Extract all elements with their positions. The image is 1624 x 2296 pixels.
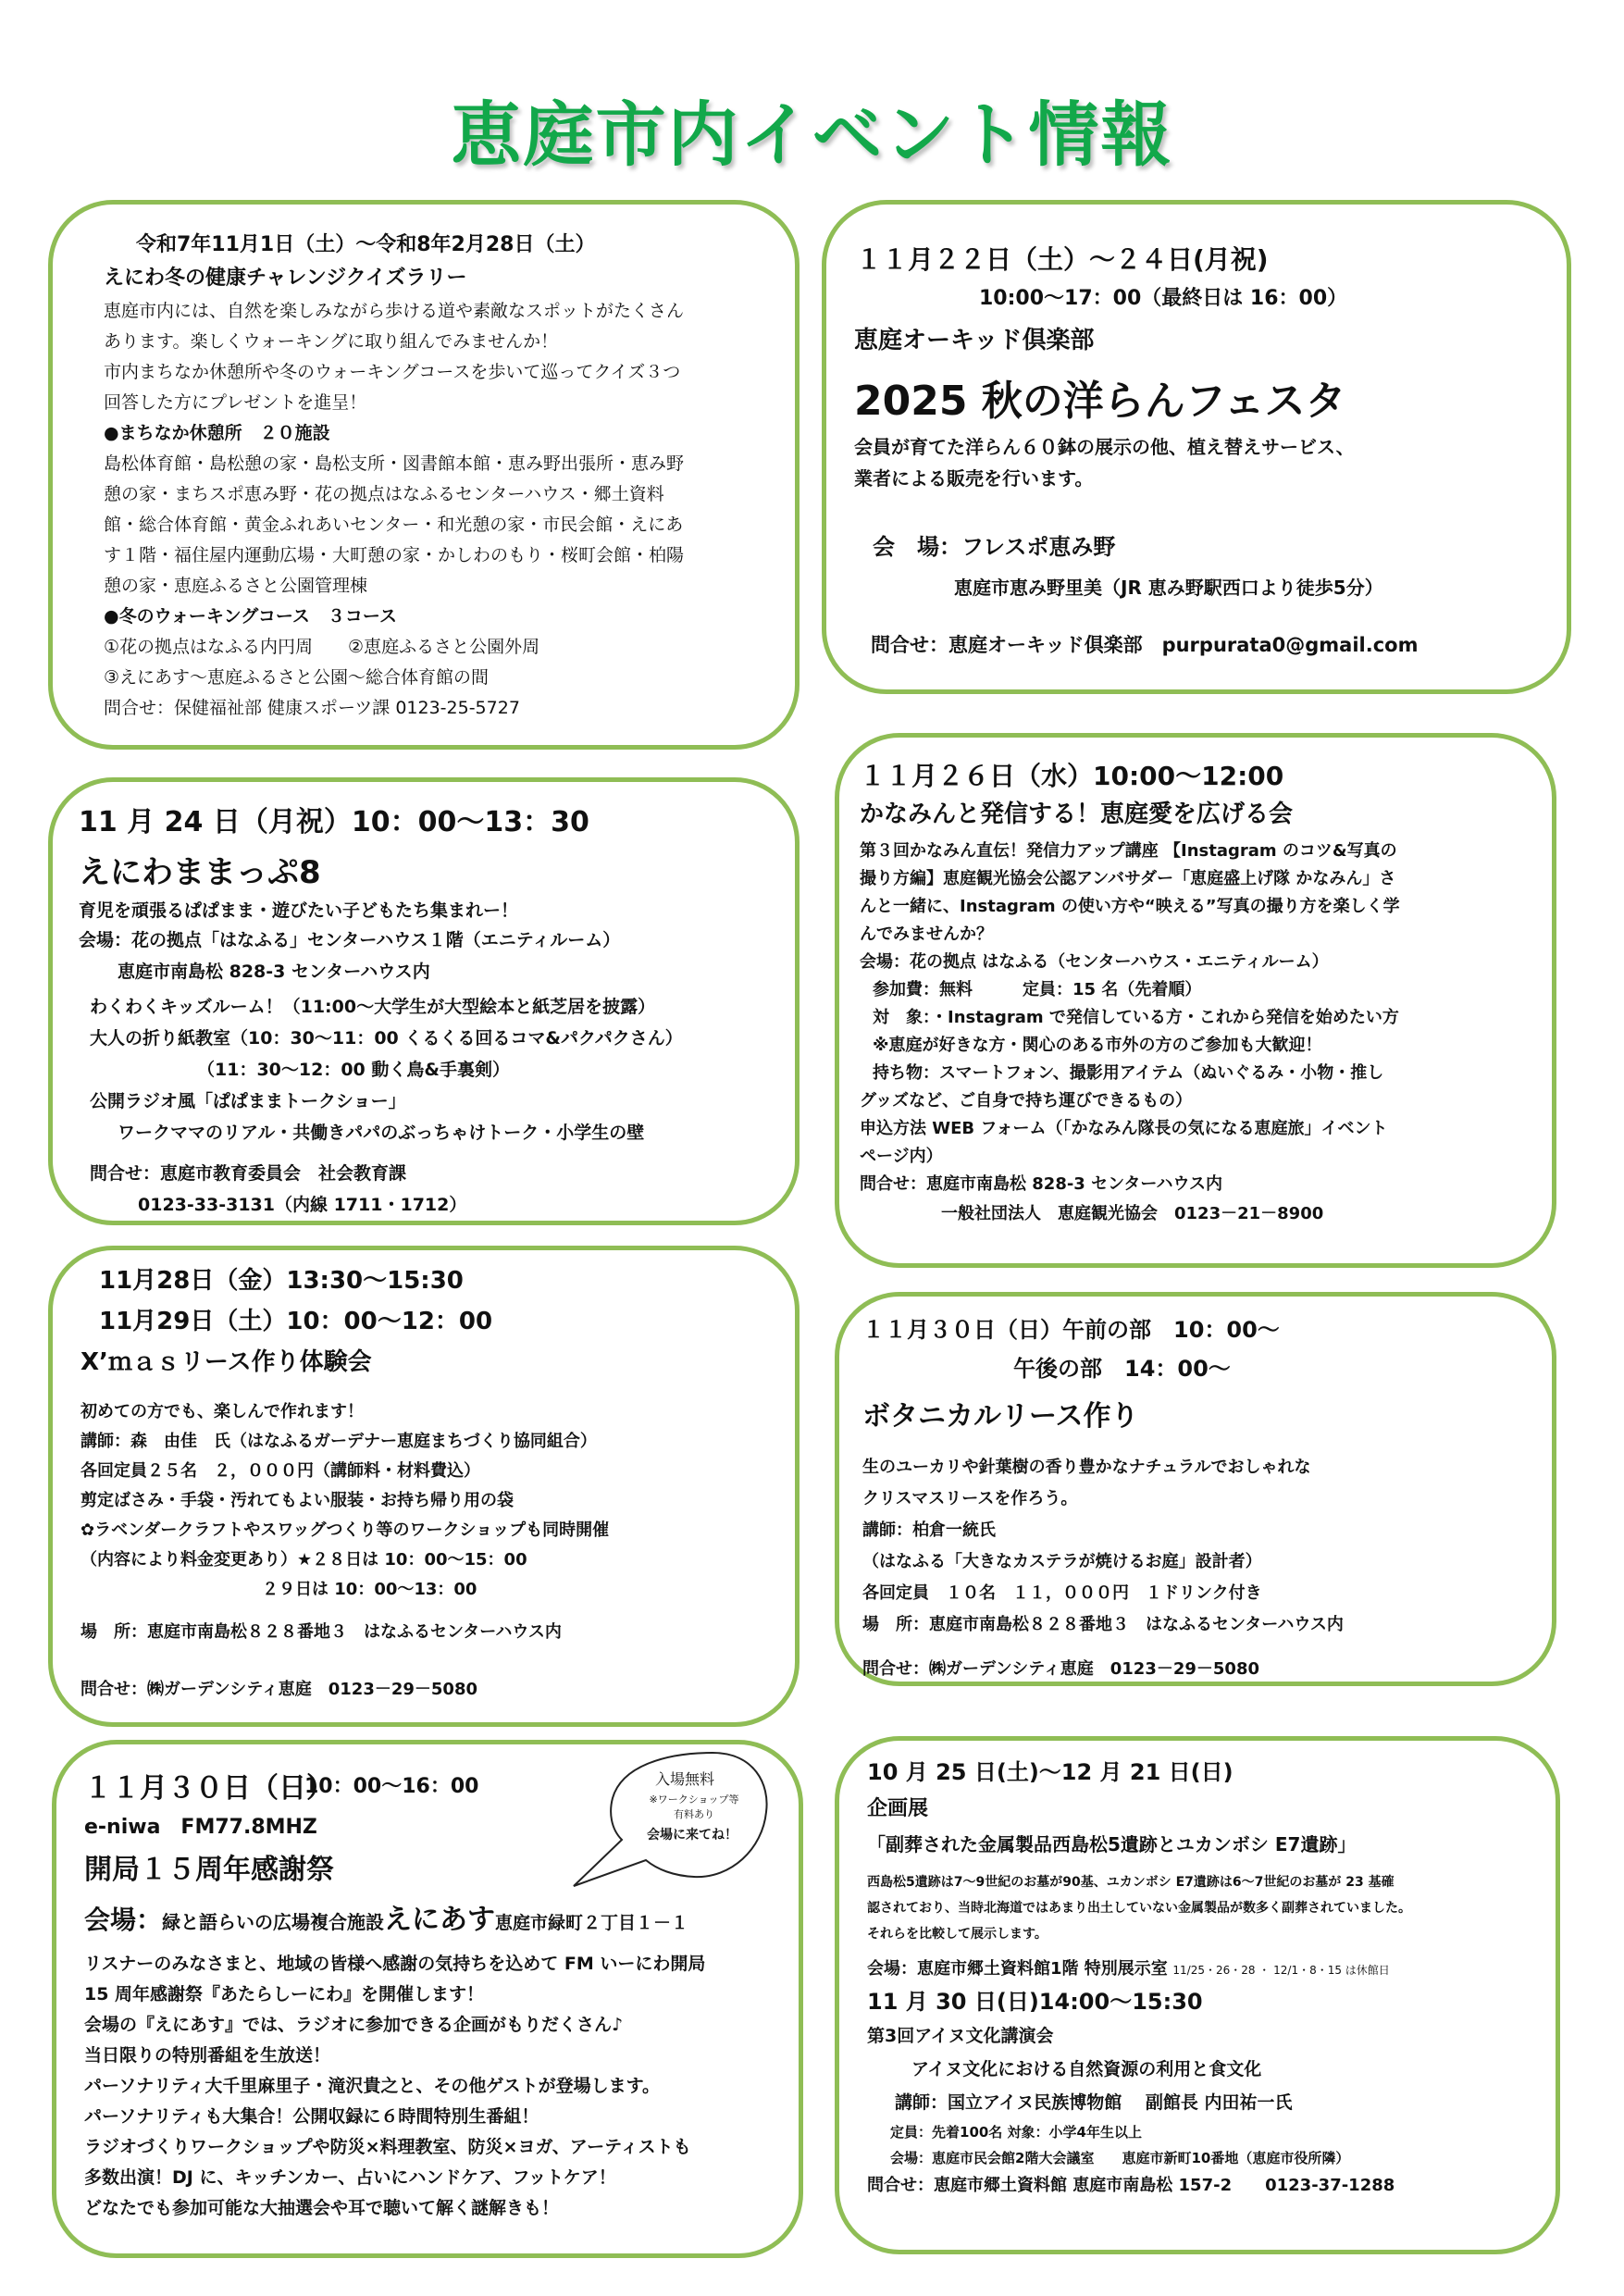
- activity-line: わくわくキッズルーム！（11:00～大学生が大型絵本と紙芝居を披露）: [90, 997, 656, 1017]
- event-title: えにわままっぷ8: [79, 854, 321, 891]
- event-title: かなみんと発信する！恵庭愛を広げる会: [860, 800, 1294, 828]
- lecture-capacity: 定員：先着100名 対象：小学4年生以上: [890, 2124, 1142, 2141]
- activity-line: 公開ラジオ風「ぱぱままトークショー」: [90, 1091, 406, 1111]
- event-body-line: 業者による販売を行います。: [854, 467, 1094, 490]
- event-body-line: ✿ラベンダークラフトやスワッグつくり等のワークショップも同時開催: [81, 1520, 610, 1540]
- event-contact: 問合せ：恵庭オーキッド倶楽部 purpurata0@gmail.com: [871, 634, 1419, 656]
- event-card-museum: [835, 1736, 1560, 2254]
- closed-days: 11/25・26・28 ・ 12/1・8・15 は休館日: [1172, 1964, 1390, 1977]
- event-body-line: どなたでも参加可能な大抽選会や耳で聴いて解く謎解きも！: [84, 2198, 560, 2218]
- event-address: 恵庭市恵み野里美（JR 恵み野駅西口より徒歩5分）: [954, 577, 1383, 599]
- event-target-note: ※恵庭が好きな方・関心のある市外の方のご参加も大歓迎！: [873, 1036, 1322, 1055]
- bubble-line: 有料あり: [674, 1808, 714, 1820]
- event-venue: 会場：花の拠点「はなふる」センターハウス１階（エニティルーム）: [79, 930, 621, 950]
- event-body-line: 会員が育てた洋らん６０鉢の展示の他、植え替えサービス、: [854, 436, 1355, 458]
- venue-facility: 緑と語らいの広場複合施設: [162, 1911, 385, 1933]
- event-body-line: 第３回かなみん直伝！発信力アップ講座 【Instagram のコツ&写真の: [860, 841, 1397, 861]
- event-venue: 会場：花の拠点 はなふる（センターハウス・エニティルーム）: [860, 952, 1329, 972]
- event-body-line: 会場の『えにあす』では、ラジオに参加できる企画がもりだくさん♪: [84, 2015, 624, 2035]
- event-contact: 問合せ：恵庭市南島松 828-3 センターハウス内: [860, 1174, 1222, 1194]
- activity-line: ワークママのリアル・共働きパパのぶっちゃけトーク・小学生の壁: [118, 1123, 645, 1143]
- event-contact: 問合せ：㈱ガーデンシティ恵庭 0123－29－5080: [862, 1659, 1259, 1679]
- event-contact-phone: 0123-33-3131（内線 1711・1712）: [138, 1195, 467, 1215]
- section-heading: ●まちなか休憩所 ２０施設: [104, 423, 330, 443]
- bubble-line: 入場無料: [654, 1770, 714, 1788]
- event-items: グッズなど、ご自身で持ち運びできるもの）: [860, 1091, 1193, 1111]
- event-contact: 問合せ：恵庭市郷土資料館 恵庭市南島松 157-2 0123-37-1288: [867, 2176, 1395, 2195]
- lecture-venue: 会場：恵庭市民会館2階大会議室 恵庭市新町10番地（恵庭市役所隣）: [890, 2150, 1350, 2166]
- event-body-line: それらを比較して展示します。: [867, 1927, 1048, 1942]
- event-body-line: 認されており、当時北海道ではあまり出土していない金属製品が数多く副葬されていました。: [867, 1901, 1411, 1916]
- event-title: 2025 秋の洋らんフェスタ: [854, 378, 1346, 425]
- event-contact: 問合せ：恵庭市教育委員会 社会教育課: [90, 1163, 407, 1184]
- event-card-orchid-festa: [822, 200, 1571, 694]
- facility-list-line: 館・総合体育館・黄金ふれあいセンター・和光憩の家・市民会館・えにあ: [104, 515, 684, 535]
- event-title: ボタニカルリース作り: [862, 1400, 1139, 1433]
- event-date: １１月３０日（日）午前の部 10：00～: [862, 1317, 1280, 1343]
- event-card-eniwa-map: [48, 777, 800, 1225]
- event-body-line: 撮り方編】恵庭観光協会公認アンバサダー「恵庭盛上げ隊 かなみん」さ: [860, 869, 1396, 888]
- event-body-line: んでみませんか？: [860, 925, 993, 944]
- event-date: 11月28日（金）13:30～15:30: [99, 1267, 464, 1295]
- facility-list-line: す１階・福住屋内運動広場・大町憩の家・かしわのもり・桜町会館・柏陽: [104, 545, 685, 565]
- course-list-line: ①花の拠点はなふる内円周 ②恵庭ふるさと公園外周: [104, 637, 540, 657]
- lecturer: 講師：国立アイヌ民族博物館 副館長 内田祐一氏: [895, 2092, 1293, 2113]
- event-date: 11 月 24 日（月祝）10：00～13：30: [79, 806, 589, 838]
- event-body-line: 多数出演！DJ に、キッチンカー、占いにハンドケア、フットケア！: [84, 2167, 616, 2188]
- lecture-date: 11 月 30 日(日)14:00～15:30: [867, 1989, 1203, 2015]
- facility-list-line: 憩の家・まちスポ恵み野・花の拠点はなふるセンターハウス・郷土資料: [104, 484, 664, 504]
- event-body-line: 回答した方にプレゼントを進呈！: [104, 392, 367, 413]
- event-apply: ページ内）: [860, 1147, 943, 1166]
- event-contact: 問合せ：㈱ガーデンシティ恵庭 0123－29－5080: [81, 1680, 477, 1699]
- bubble-line: 会場に来てね！: [647, 1828, 738, 1843]
- event-contact: 問合せ：保健福祉部 健康スポーツ課 0123-25-5727: [104, 698, 520, 718]
- event-items: 持ち物：スマートフォン、撮影用アイテム（ぬいぐるみ・小物・推し: [873, 1063, 1384, 1083]
- event-body-line: 場 所：恵庭市南島松８２８番地３ はなふるセンターハウス内: [862, 1615, 1344, 1634]
- event-venue: 会 場：フレスポ恵み野: [873, 534, 1116, 560]
- event-target: 対 象：・Instagram で発信している方・これから発信を始めたい方: [873, 1008, 1399, 1027]
- event-date: 10 月 25 日(土)～12 月 21 日(日): [867, 1759, 1233, 1785]
- event-title: えにわ冬の健康チャレンジクイズラリー: [104, 267, 467, 290]
- event-body-line: （内容により料金変更あり）★２８日は 10：00～15：00: [81, 1550, 527, 1570]
- event-date: 11月29日（土）10：00～12：00: [99, 1308, 493, 1335]
- event-date: １１月２２日（土）～２４日(月祝): [856, 244, 1269, 275]
- activity-line: 大人の折り紙教室（10：30～11：00 くるくる回るコマ&パクパクさん）: [90, 1028, 683, 1049]
- section-heading: ●冬のウォーキングコース ３コース: [104, 606, 397, 627]
- event-card-kanamin: [835, 733, 1556, 1268]
- event-date: １１月３０日（日）: [84, 1772, 334, 1805]
- event-body-line: 当日限りの特別番組を生放送！: [84, 2045, 331, 2066]
- course-list-line: ③えにあす～恵庭ふるさと公園～総合体育館の間: [104, 667, 490, 688]
- event-body-line: 15 周年感謝祭『あたらしーにわ』を開催します！: [84, 1984, 485, 2004]
- event-title: X’ｍａｓリース作り体験会: [81, 1348, 372, 1376]
- event-card-xmas-wreath: [48, 1246, 800, 1727]
- event-body-line: パーソナリティ大千里麻里子・滝沢貴之と、その他ゲストが登場します。: [84, 2076, 661, 2096]
- event-body-line: 各回定員２５名 ２，０００円（講師料・材料費込）: [81, 1461, 480, 1481]
- event-date: 令和7年11月1日（土）～令和8年2月28日（土）: [136, 233, 596, 256]
- speech-bubble: [564, 1747, 768, 1886]
- event-body-line: 恵庭市内には、自然を楽しみながら歩ける道や素敵なスポットがたくさん: [104, 301, 685, 321]
- event-venue: 場 所：恵庭市南島松８２８番地３ はなふるセンターハウス内: [81, 1622, 562, 1642]
- event-body-line: 講師：柏倉一統氏: [862, 1520, 996, 1540]
- event-body-line: 剪定ばさみ・手袋・汚れてもよい服装・お持ち帰り用の袋: [81, 1491, 514, 1510]
- event-body-line: 講師：森 由佳 氏（はなふるガーデナー恵庭まちづくり協同組合）: [81, 1432, 597, 1451]
- event-station: e-niwa FM77.8MHZ: [84, 1816, 317, 1839]
- event-label: 企画展: [867, 1797, 929, 1820]
- event-body-line: （はなふる「大きなカステラが焼けるお庭」設計者）: [862, 1552, 1262, 1571]
- event-time: 10:00～17：00（最終日は 16：00）: [979, 287, 1348, 310]
- facility-list-line: 憩の家・恵庭ふるさと公園管理棟: [104, 576, 368, 596]
- event-body-line: 各回定員 １０名 １１，０００円 １ドリンク付き: [862, 1583, 1262, 1603]
- event-organizer: 恵庭オーキッド倶楽部: [854, 327, 1095, 354]
- event-fee-capacity: 参加費：無料 定員：15 名（先着順）: [873, 980, 1202, 999]
- event-date: 午後の部 14：00～: [1013, 1356, 1231, 1382]
- event-venue: 会場：恵庭市郷土資料館1階 特別展示室: [867, 1959, 1168, 1979]
- event-body-line: ラジオづくりワークショップや防災×料理教室、防災×ヨガ、アーティストも: [84, 2137, 691, 2157]
- event-body-line: んと一緒に、Instagram の使い方や“映える”写真の撮り方を楽しく学: [860, 897, 1400, 916]
- event-title: 「副葬された金属製品西島松5遺跡とユカンボシ E7遺跡」: [867, 1833, 1357, 1855]
- event-body-line: リスナーのみなさまと、地域の皆様へ感謝の気持ちを込めて FM いーにわ開局: [84, 1954, 706, 1974]
- event-address: 恵庭市南島松 828-3 センターハウス内: [118, 962, 430, 982]
- event-card-botanical-wreath: [835, 1292, 1556, 1686]
- event-body-line: 西島松5遺跡は7～9世紀のお墓が90基、ユカンボシ E7遺跡は6～7世紀のお墓が 23 基確: [867, 1875, 1395, 1890]
- event-body-line: 初めての方でも、楽しんで作れます！: [81, 1402, 364, 1421]
- event-body-line: あります。楽しくウォーキングに取り組んでみませんか！: [104, 331, 559, 352]
- event-card-quiz-rally: [48, 200, 800, 750]
- event-apply: 申込方法 WEB フォーム（「かなみん隊長の気になる恵庭旅」イベント: [860, 1119, 1388, 1138]
- event-body-line: ２９日は 10：00～13：00: [262, 1580, 477, 1599]
- bubble-line: ※ワークショップ等: [649, 1793, 739, 1806]
- venue-address: 恵庭市緑町２丁目１－１: [495, 1913, 689, 1933]
- lecture-subtitle: アイヌ文化における自然資源の利用と食文化: [911, 2059, 1262, 2079]
- event-body-line: 生のユーカリや針葉樹の香り豊かなナチュラルでおしゃれな: [862, 1458, 1311, 1477]
- event-contact-org: 一般社団法人 恵庭観光協会 0123－21－8900: [941, 1204, 1324, 1223]
- event-title: 開局１５周年感謝祭: [84, 1854, 334, 1886]
- event-intro: 育児を頑張るぱぱまま・遊びたい子どもたち集まれー！: [79, 900, 519, 921]
- activity-line: （11：30～12：00 動く鳥&手裏剣）: [197, 1060, 510, 1080]
- event-body-line: 市内まちなか休憩所や冬のウォーキングコースを歩いて巡ってクイズ３つ: [104, 362, 681, 382]
- event-date: １１月２６日（水）10:00～12:00: [860, 761, 1284, 791]
- event-body-line: パーソナリティも大集合！公開収録に６時間特別生番組！: [84, 2106, 539, 2127]
- venue-name: えにあす: [384, 1904, 496, 1936]
- lecture-title: 第3回アイヌ文化講演会: [867, 2026, 1054, 2046]
- facility-list-line: 島松体育館・島松憩の家・島松支所・図書館本館・恵み野出張所・恵み野: [104, 453, 685, 474]
- page-title: 恵庭市内イベント情報: [451, 93, 1173, 176]
- event-time: 10：00～16：00: [304, 1775, 479, 1798]
- event-body-line: クリスマスリースを作ろう。: [862, 1489, 1078, 1508]
- venue-label: 会場：: [84, 1905, 163, 1935]
